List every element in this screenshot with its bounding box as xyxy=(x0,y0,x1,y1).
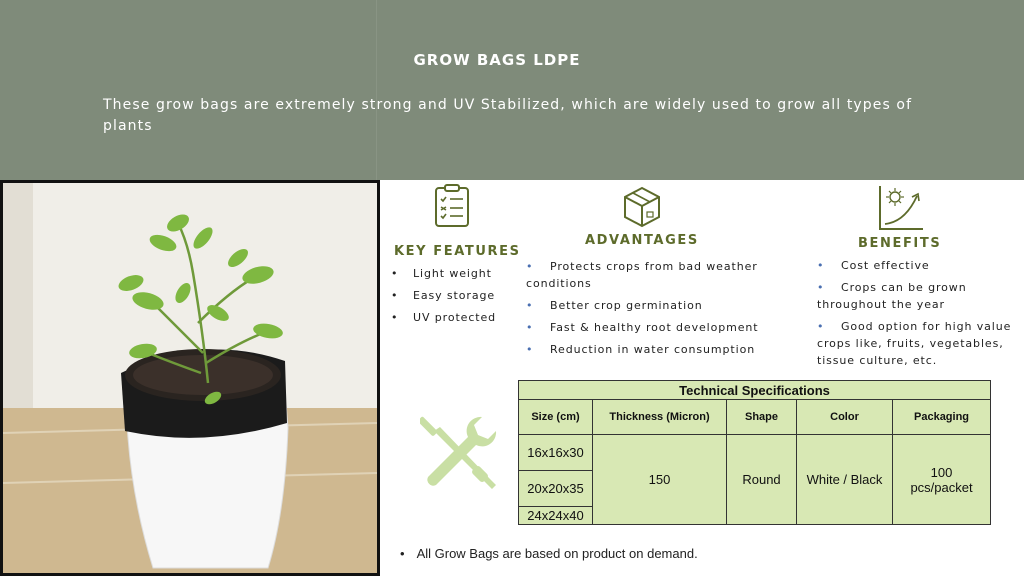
page-title: GROW BAGS LDPE xyxy=(413,51,581,69)
tools-icon xyxy=(420,413,500,497)
list-item: Crops can be grown throughout the year xyxy=(817,281,967,311)
growth-chart-icon xyxy=(877,184,925,236)
advantages-title: ADVANTAGES xyxy=(585,233,699,248)
size-cell: 20x20x35 xyxy=(519,471,593,507)
footnote-text: All Grow Bags are based on product on demand. xyxy=(416,546,698,561)
grow-bag-plant-image xyxy=(3,183,377,573)
technical-specifications-table xyxy=(518,380,991,525)
key-features-list xyxy=(389,265,514,331)
bullet-icon: • xyxy=(817,320,825,333)
advantages-list xyxy=(526,258,776,363)
page-subtitle: These grow bags are extremely strong and UV Stabilized, which are widely used to grow all types of plants xyxy=(103,97,913,134)
list-item: Better crop germination xyxy=(550,299,703,312)
box-icon xyxy=(622,186,662,232)
column-header: Shape xyxy=(727,400,797,435)
column-header: Thickness (Micron) xyxy=(593,400,727,435)
bullet-icon: • xyxy=(526,343,534,356)
key-features-title: KEY FEATURES xyxy=(394,244,521,259)
bullet-icon: • xyxy=(400,546,405,561)
packaging-cell: 100 pcs/packet xyxy=(893,435,991,525)
bullet-icon: • xyxy=(526,321,534,334)
list-item: • UV protected xyxy=(389,309,514,326)
thickness-cell: 150 xyxy=(593,435,727,525)
list-item: Good option for high value crops like, fruits, vegetables, tissue culture, etc. xyxy=(817,320,1012,367)
checklist-icon xyxy=(434,184,470,232)
bullet-icon: • xyxy=(817,259,825,272)
list-item: Reduction in water consumption xyxy=(550,343,756,356)
column-header: Packaging xyxy=(893,400,991,435)
list-item: Fast & healthy root development xyxy=(550,321,759,334)
header-banner xyxy=(0,0,1024,180)
table-title: Technical Specifications xyxy=(519,381,991,400)
bullet-icon: • xyxy=(526,260,534,273)
list-item: • Light weight xyxy=(389,265,514,282)
size-cell: 24x24x40 xyxy=(519,507,593,525)
list-item: Cost effective xyxy=(841,259,930,272)
column-header: Size (cm) xyxy=(519,400,593,435)
benefits-title: BENEFITS xyxy=(858,236,942,251)
benefits-list xyxy=(817,257,1022,374)
header-divider xyxy=(376,0,377,180)
list-item: • Easy storage xyxy=(389,287,514,304)
bullet-icon: • xyxy=(526,299,534,312)
shape-cell: Round xyxy=(727,435,797,525)
list-item: Protects crops from bad weather conditions xyxy=(526,260,758,290)
bullet-icon: • xyxy=(817,281,825,294)
footnote xyxy=(400,546,698,561)
color-cell: White / Black xyxy=(797,435,893,525)
column-header: Color xyxy=(797,400,893,435)
product-photo xyxy=(0,180,380,576)
size-cell: 16x16x30 xyxy=(519,435,593,471)
